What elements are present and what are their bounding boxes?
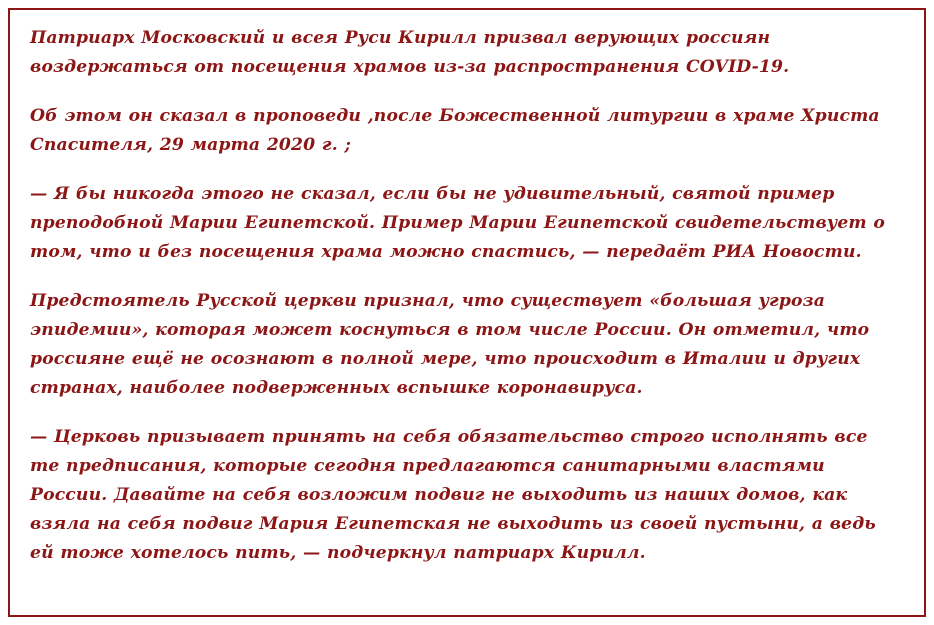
paragraph-4: Предстоятель Русской церкви признал, что существует «большая угроза эпидемии», которая может коснуться в том числе России. Он отметил, что россияне ещё не осознают в полной мере, что происходит в Италии и других странах, наиболее подверженных вспышке коронавируса.	[30, 291, 870, 398]
document-border-frame	[8, 8, 926, 617]
paragraph-1: Патриарх Московский и всея Руси Кирилл призвал верующих россиян воздержаться от посещения храмов из-за распространения COVID-19.	[30, 28, 790, 77]
paragraph-5: — Церковь призывает принять на себя обязательство строго исполнять все те предписания, которые сегодня предлагаются санитарными властями России. Давайте на себя возложим подвиг не выходить из наших домов, как взяла на себя подвиг Мария Египетская не выходить из своей пустыни, а ведь ей тоже хотелось пить, — подчеркнул патриарх Кирилл.	[30, 427, 876, 563]
paragraph-2: Об этом он сказал в проповеди ,после Божественной литургии в храме Христа Спасителя, 29 марта 2020 г. ;	[30, 106, 880, 155]
paragraph-3: — Я бы никогда этого не сказал, если бы не удивительный, святой пример преподобной Марии Египетской. Пример Марии Египетской свидетельствует о том, что и без посещения храма можно спастись, — передаёт РИА Новости.	[30, 184, 885, 262]
article-body	[30, 24, 898, 568]
